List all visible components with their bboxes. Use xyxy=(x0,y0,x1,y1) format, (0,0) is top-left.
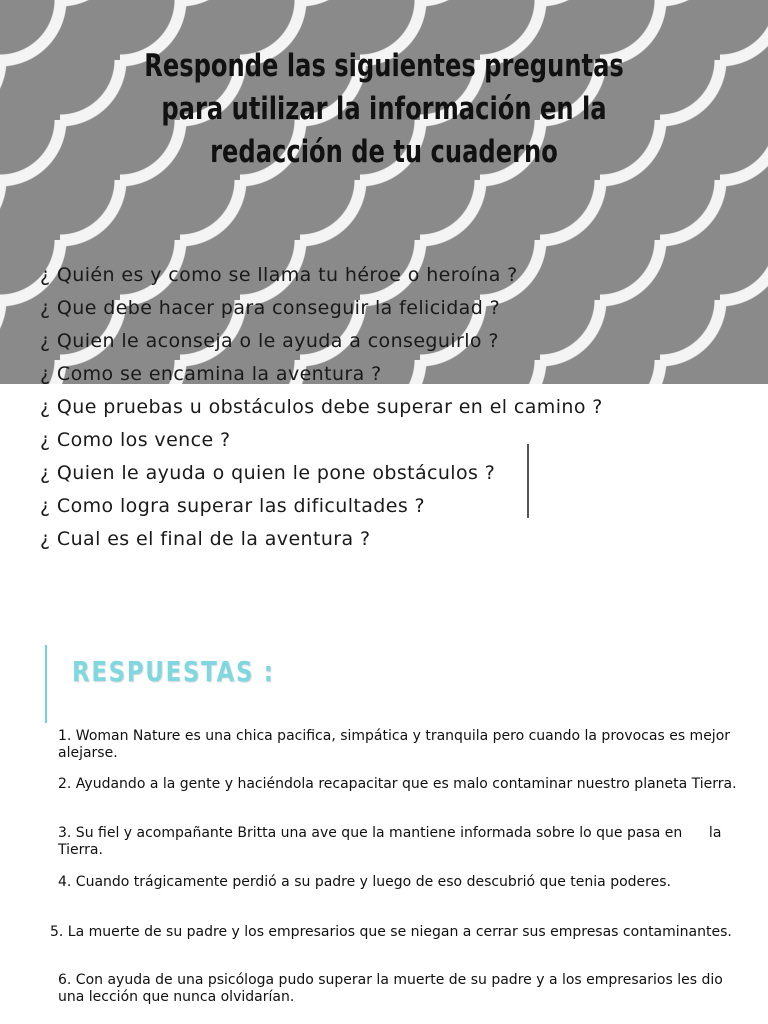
question-item: ¿ Quien le aconseja o le ayuda a conseguirlo ? xyxy=(40,330,499,352)
questions-list xyxy=(40,260,603,557)
page-title: Responde las siguientes preguntas para utilizar la información en la redacción de tu cuaderno xyxy=(144,48,624,170)
question-item: ¿ Quién es y como se llama tu héroe o heroína ? xyxy=(40,264,518,286)
answer-item: 1. Woman Nature es una chica pacifica, simpática y tranquila pero cuando la provocas es mejor alejarse. xyxy=(58,728,731,761)
accent-bar xyxy=(45,645,47,723)
answers-heading: RESPUESTAS : xyxy=(72,655,275,688)
question-item: ¿ Como logra superar las dificultades ? xyxy=(40,495,426,517)
question-item: ¿ Que pruebas u obstáculos debe superar en el camino ? xyxy=(40,396,603,418)
answer-item: 5. La muerte de su padre y los empresarios que se niegan a cerrar sus empresas contaminantes. xyxy=(50,924,732,940)
answer-item: 4. Cuando trágicamente perdió a su padre y luego de eso descubrió que tenia poderes. xyxy=(58,874,671,890)
answer-item: 6. Con ayuda de una psicóloga pudo superar la muerte de su padre y a los empresarios les dio una lección que nunca olvidarían. xyxy=(58,972,723,1005)
answer-item: 2. Ayudando a la gente y haciéndola recapacitar que es malo contaminar nuestro planeta Tierra. xyxy=(58,776,737,792)
question-item: ¿ Como los vence ? xyxy=(40,429,231,451)
question-item: ¿ Quien le ayuda o quien le pone obstáculos ? xyxy=(40,462,496,484)
question-item: ¿ Cual es el final de la aventura ? xyxy=(40,528,371,550)
question-item: ¿ Como se encamina la aventura ? xyxy=(40,363,382,385)
question-item: ¿ Que debe hacer para conseguir la felicidad ? xyxy=(40,297,501,319)
answer-item: 3. Su fiel y acompañante Britta una ave que la mantiene informada sobre lo que pasa en la Tierra. xyxy=(58,825,726,858)
vertical-divider xyxy=(527,444,529,518)
